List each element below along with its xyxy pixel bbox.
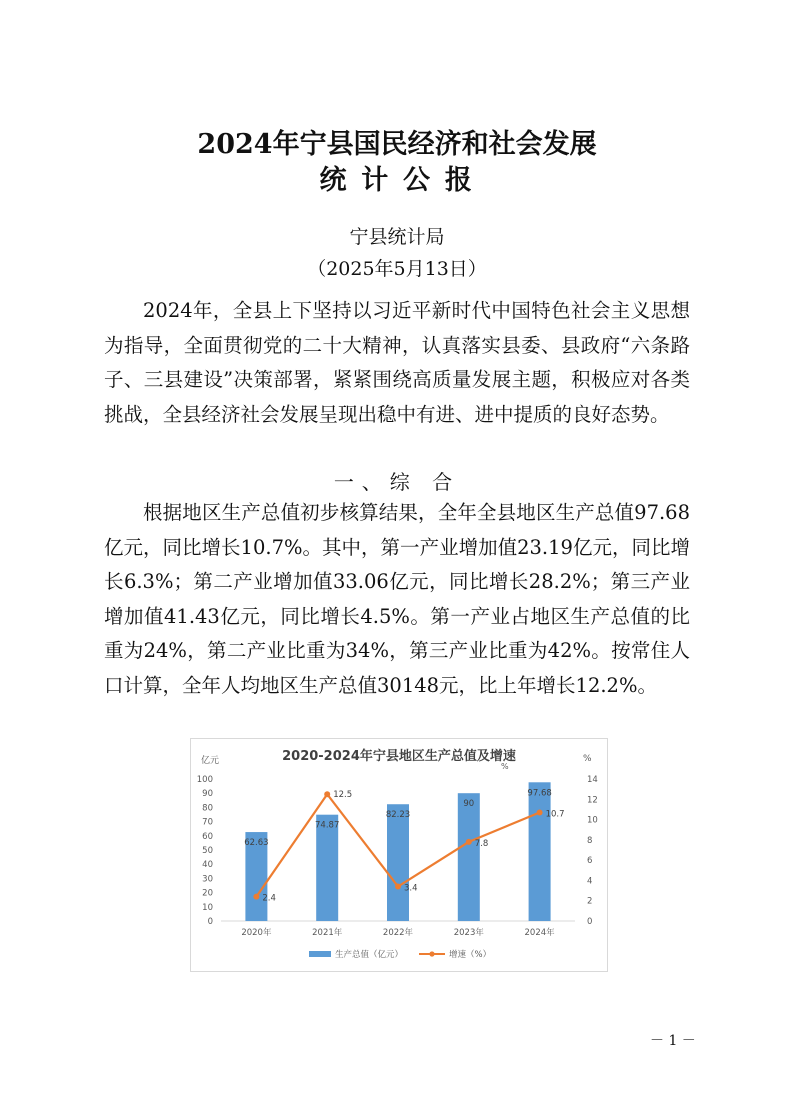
- document-title-line2: 统 计 公 报: [319, 165, 475, 196]
- growth-label: 10.7: [545, 809, 565, 820]
- growth-label: 12.5: [333, 790, 353, 801]
- document-title-line1: 2024年宁县国民经济和社会发展: [197, 129, 597, 160]
- legend-line-label: 增速（%）: [449, 950, 492, 960]
- growth-label: 3.4: [404, 883, 418, 894]
- category-label: 2020年: [241, 928, 272, 938]
- right-tick-label: 0: [587, 917, 593, 927]
- document-date: （2025年5月13日）: [307, 258, 487, 280]
- left-tick-label: 10: [202, 902, 213, 913]
- bar: [458, 793, 480, 921]
- right-tick-label: 2: [587, 896, 593, 907]
- right-axis-label-extra: %: [501, 762, 509, 771]
- bar: [529, 782, 551, 921]
- bar-label: 74.87: [315, 820, 340, 831]
- growth-point: [537, 809, 543, 815]
- page-number: － 1 －: [650, 1033, 696, 1049]
- bar: [387, 804, 409, 921]
- growth-point: [324, 791, 330, 797]
- growth-label: 2.4: [262, 893, 276, 904]
- legend-bar-swatch: [309, 951, 331, 957]
- category-label: 2021年: [312, 928, 343, 938]
- right-tick-label: 6: [587, 856, 593, 867]
- intro-paragraph: 2024年，全县上下坚持以习近平新时代中国特色社会主义思想为指导，全面贯彻党的二十大精神，认真落实县委、县政府“六条路子、三县建设”决策部署，紧紧围绕高质量发展主题，积极应对各类挑战，全县经济社会发展呈现出稳中有进、进中提质的良好态势。: [104, 299, 690, 426]
- left-tick-label: 80: [202, 803, 213, 814]
- left-tick-label: 60: [202, 831, 213, 842]
- bar-label: 97.68: [527, 788, 552, 799]
- right-tick-label: 10: [587, 815, 598, 826]
- left-tick-label: 90: [202, 789, 213, 800]
- category-label: 2024年: [524, 928, 555, 938]
- right-tick-label: 8: [587, 835, 593, 846]
- document-author: 宁县统计局: [349, 226, 445, 248]
- right-tick-label: 4: [587, 876, 593, 887]
- left-axis-unit: 亿元: [201, 756, 220, 766]
- bar-label: 62.63: [244, 838, 269, 849]
- left-tick-label: 30: [202, 874, 213, 885]
- growth-point: [253, 894, 259, 900]
- left-tick-label: 70: [202, 817, 213, 828]
- right-tick-label: 12: [587, 795, 598, 806]
- legend-bar-label: 生产总值（亿元）: [335, 950, 404, 960]
- category-label: 2023年: [453, 928, 484, 938]
- gdp-chart: [190, 738, 608, 972]
- left-tick-label: 40: [202, 860, 213, 871]
- category-label: 2022年: [382, 928, 414, 938]
- growth-label: 7.8: [474, 838, 489, 849]
- bar-label: 82.23: [385, 810, 411, 821]
- section-heading: 一、综 合: [333, 470, 461, 494]
- right-tick-label: 14: [587, 775, 598, 785]
- left-tick-label: 100: [196, 775, 213, 785]
- left-tick-label: 50: [202, 846, 213, 856]
- right-axis-unit: %: [583, 754, 592, 764]
- legend-line-marker: [429, 951, 434, 956]
- growth-point: [466, 839, 472, 845]
- section-paragraph: 根据地区生产总值初步核算结果，全年全县地区生产总值97.68亿元，同比增长10.7%。其中，第一产业增加值23.19亿元，同比增长6.3%；第二产业增加值33.06亿元，同比增长28.2%；第三产业增加值41.43亿元，同比增长4.5%。第一产业占地区生产总值的比重为24%，第二产业比重为34%，第三产业比重为42%。按常住人口计算，全年人均地区生产总值30148元，比上年增长12.2%。: [104, 501, 690, 697]
- chart-title: 2020-2024年宁县地区生产总值及增速: [282, 749, 516, 764]
- gdp-chart-svg: [191, 739, 607, 971]
- left-tick-label: 0: [207, 917, 213, 927]
- growth-point: [395, 884, 401, 890]
- bar-label: 90: [463, 799, 475, 810]
- left-tick-label: 20: [202, 888, 213, 899]
